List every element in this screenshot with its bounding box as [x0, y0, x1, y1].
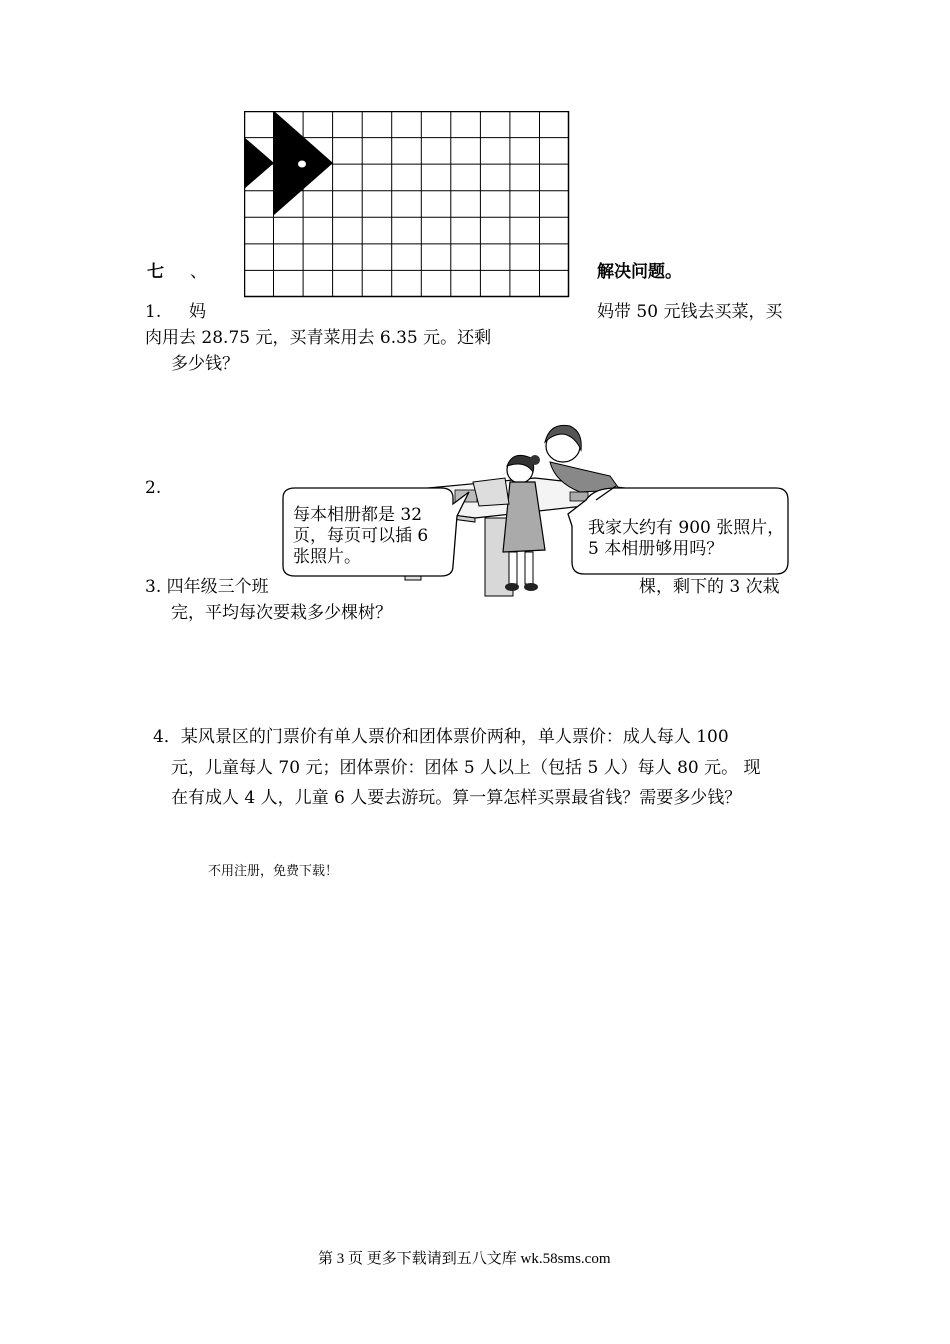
problem1-line3: 多少钱？	[171, 354, 239, 374]
problem2-number: 2.	[145, 478, 162, 498]
problem1-line1-end: 妈带 50 元钱去买菜，买	[597, 302, 783, 322]
open-album	[473, 478, 509, 506]
problem1-line2: 肉用去 28.75 元，买青菜用去 6.35 元。还剩	[145, 328, 492, 348]
section-title: 解决问题。	[597, 262, 682, 282]
problem4-line2: 元，儿童每人 70 元；团体票价：团体 5 人以上（包括 5 人）每人 80 元。 现	[171, 758, 761, 778]
problem4-line3: 在有成人 4 人，儿童 6 人要去游玩。算一算怎样买票最省钱？需要多少钱？	[171, 788, 742, 808]
fish-tail-triangle	[244, 137, 274, 189]
problem1-number: 1.	[145, 302, 162, 322]
problem3-line1-end: 棵，剩下的 3 次栽	[639, 577, 780, 597]
problem1-line1-start: 妈	[189, 302, 206, 322]
bubble-left-text: 每本相册都是 32 页，每页可以插 6 张照片。	[293, 505, 429, 567]
free-download-note: 不用注册，免费下载！	[208, 864, 339, 879]
problem3-line2: 完，平均每次要栽多少棵树？	[171, 603, 392, 623]
bubble-right-text: 我家大约有 900 张照片，5 本相册够用吗？	[588, 518, 785, 559]
section-number: 七	[147, 262, 164, 282]
problem3-line1-start: 3. 四年级三个班	[145, 577, 269, 597]
section-separator: 、	[190, 262, 207, 282]
fish-eye	[298, 161, 306, 168]
page-footer: 第 3 页 更多下载请到五八文库 wk.58sms.com	[318, 1251, 611, 1267]
problem4-line1: 4．某风景区的门票价有单人票价和团体票价两种，单人票价：成人每人 100	[153, 727, 729, 747]
fish-grid-figure	[244, 111, 570, 299]
